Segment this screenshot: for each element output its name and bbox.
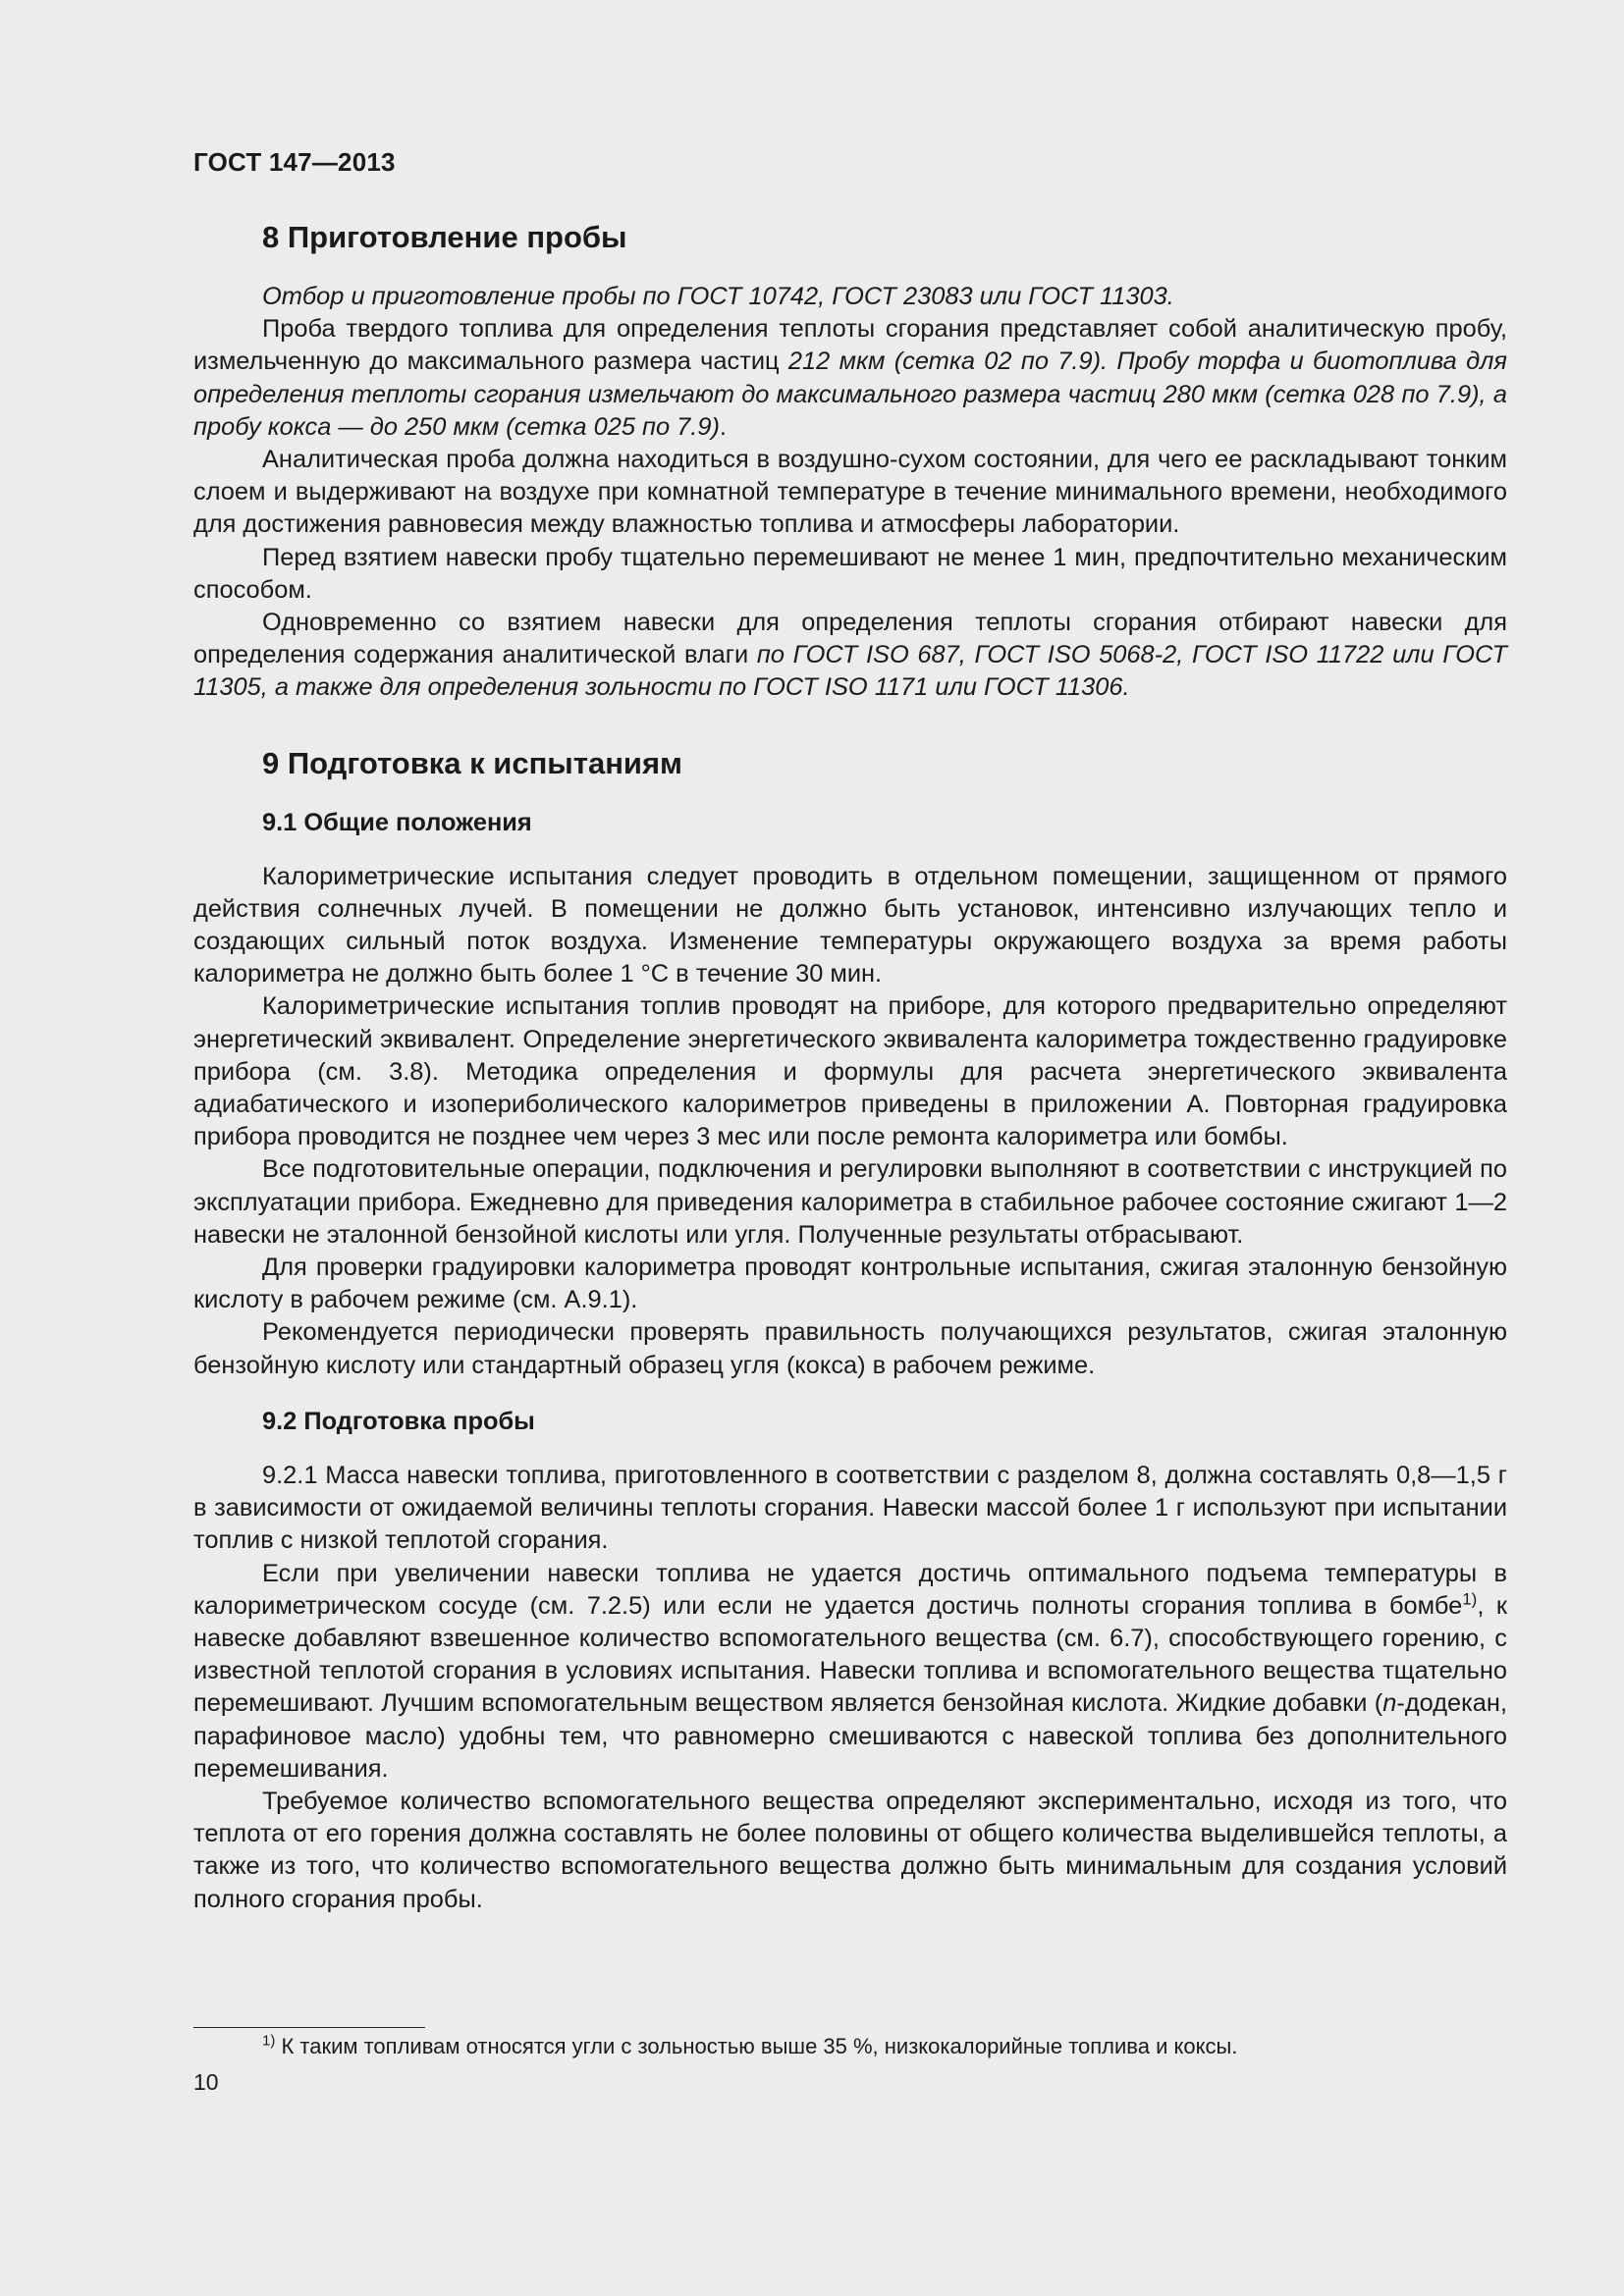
page-number: 10 [193, 2069, 219, 2095]
subsection-9-1-paragraph-5: Рекомендуется периодически проверять правильность получающихся результатов, сжигая эталонную бензойную кислоту или стандартный образец угля (кокса) в рабочем режиме. [193, 1318, 1507, 1379]
text-run: Если при увеличении навески топлива не удается достичь оптимального подъема температуры в калориметрическом сосуде (см. 7.2.5) или если не удается достичь полноты сгорания топлива в бомбе [193, 1559, 1507, 1620]
section-8-heading: 8 Приготовление пробы [262, 220, 627, 254]
subsection-9-2-paragraph-2 [193, 1558, 1507, 1786]
footnote-reference[interactable]: 1) [1462, 1589, 1478, 1609]
italic-text-run: n [1382, 1689, 1397, 1718]
subsection-9-1-paragraph-4: Для проверки градуировки калориметра проводят контрольные испытания, сжигая эталонную бензойную кислоту в рабочем режиме (см. А.9.1). [193, 1254, 1507, 1314]
subsection-9-2-paragraph-1: 9.2.1 Масса навески топлива, приготовленного в соответствии с разделом 8, должна составлять 0,8—1,5 г в зависимости от ожидаемой величины теплоты сгорания. Навески массой более 1 г используют при испытании топлив с низкой теплотой сгорания. [193, 1461, 1507, 1555]
footnote-marker: 1) [262, 2032, 276, 2050]
footnote [262, 2032, 1237, 2061]
footnote-text: К таким топливам относятся угли с зольностью выше 35 %, низкокалорийные топлива и коксы. [275, 2034, 1238, 2058]
section-9-heading: 9 Подготовка к испытаниям [262, 745, 682, 780]
main-content [193, 218, 1507, 1916]
text-run: Одновременно со взятием навески для определения теплоты сгорания отбирают навески для определения содержания аналитической влаги [193, 609, 1507, 669]
text-run: , к навеске добавляют взвешенное количество вспомогательного вещества (см. 6.7), способствующего горению, с известной теплотой сгорания в условиях испытания. Навески топлива и вспомогательного вещества тщательно перемешивают. Лучшим вспомогательным веществом является бензойная кислота. Жидкие добавки ( [193, 1591, 1507, 1718]
section-8-paragraph-1: Отбор и приготовление пробы по ГОСТ 10742, ГОСТ 23083 или ГОСТ 11303. [262, 283, 1174, 310]
italic-text-run: по ГОСТ ISO 687, ГОСТ ISO 5068-2, ГОСТ ISO 11722 или ГОСТ 11305, а также для определения зольности по ГОСТ ISO 1171 или ГОСТ 11306. [193, 641, 1507, 702]
subsection-9-1-heading: 9.1 Общие положения [262, 808, 532, 836]
text-run: . [719, 412, 727, 441]
subsection-9-1-paragraph-3: Все подготовительные операции, подключения и регулировки выполняют в соответствии с инструкцией по эксплуатации прибора. Ежедневно для приведения калориметра в стабильное рабочее состояние сжигают 1—2 навески не эталонной бензойной кислоты или угля. Полученные результаты отбрасывают. [193, 1155, 1507, 1249]
section-8-paragraph-5 [193, 607, 1507, 705]
subsection-9-1-paragraph-1: Калориметрические испытания следует проводить в отдельном помещении, защищенном от прямого действия солнечных лучей. В помещении не должно быть установок, интенсивно излучающих тепло и создающих сильный поток воздуха. Изменение температуры окружающего воздуха за время работы калориметра не должно быть более 1 °С в течение 30 мин. [193, 862, 1507, 988]
document-code-header: ГОСТ 147—2013 [193, 147, 396, 177]
subsection-9-1-paragraph-2: Калориметрические испытания топлив проводят на приборе, для которого предварительно определяют энергетический эквивалент. Определение энергетического эквивалента калориметра тождественно градуировке прибора (см. 3.8). Методика определения и формулы для расчета энергетического эквивалента адиабатического и изопериболического калориметров приведены в приложении А. Повторная градуировка прибора проводится не позднее чем через 3 мес или после ремонта калориметра или бомбы. [193, 992, 1507, 1151]
section-8-paragraph-4: Перед взятием навески пробу тщательно перемешивают не менее 1 мин, предпочтительно механическим способом. [193, 543, 1507, 604]
section-8-paragraph-3: Аналитическая проба должна находиться в воздушно-сухом состоянии, для чего ее раскладывают тонким слоем и выдерживают на воздухе при комнатной температуре в течение минимального времени, необходимого для достижения равновесия между влажностью топлива и атмосферы лаборатории. [193, 446, 1507, 539]
text-run: -додекан, парафиновое масло) удобны тем, что равномерно смешиваются с навеской топлива без дополнительного перемешивания. [193, 1689, 1507, 1783]
subsection-9-2-paragraph-3: Требуемое количество вспомогательного вещества определяют экспериментально, исходя из того, что теплота от его горения должна составлять не более половины от общего количества выделившейся теплоты, а также из того, что количество вспомогательного вещества должно быть минимальным для создания условий полного сгорания пробы. [193, 1787, 1507, 1913]
text-run: Проба твердого топлива для определения теплоты сгорания представляет собой аналитическую пробу, измельченную до максимального размера частиц [193, 315, 1507, 376]
section-8-paragraph-2 [193, 313, 1507, 444]
footnote-divider [193, 2027, 425, 2028]
italic-text-run: 212 мкм (сетка 02 по 7.9). Пробу торфа и биотоплива для определения теплоты сгорания измельчают до максимального размера частиц 280 мкм (сетка 028 по 7.9), а пробу кокса — до 250 мкм (сетка 025 по 7.9) [193, 347, 1507, 441]
subsection-9-2-heading: 9.2 Подготовка пробы [262, 1407, 535, 1435]
